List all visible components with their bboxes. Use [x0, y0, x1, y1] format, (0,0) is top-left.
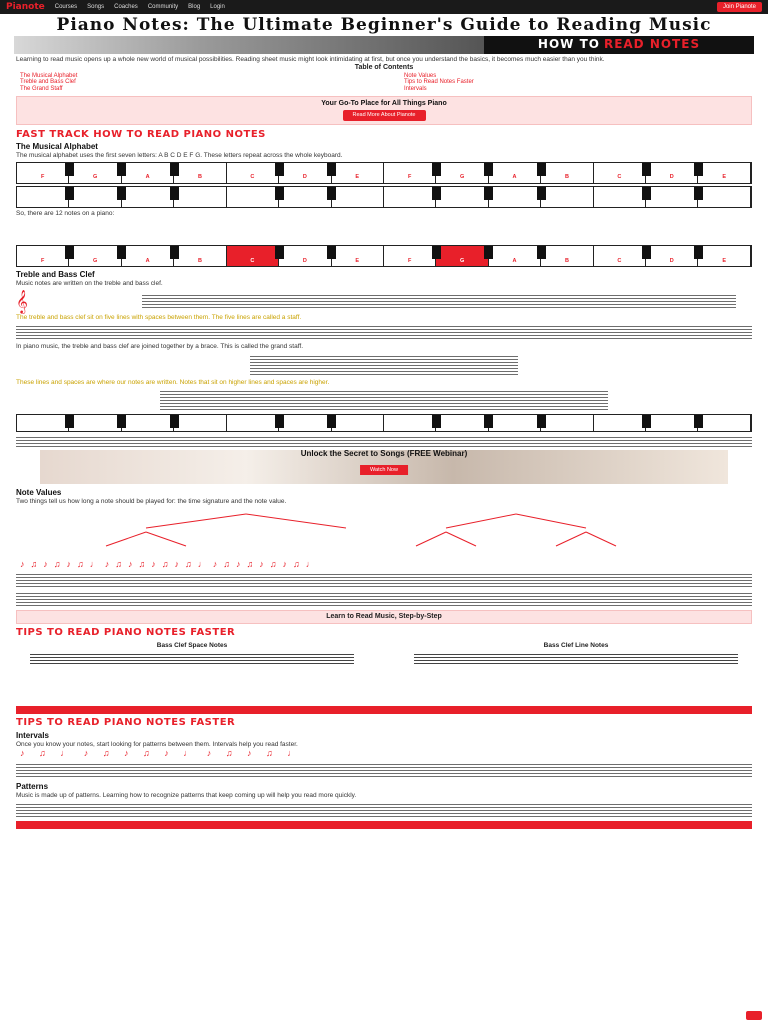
subheading: The Musical Alphabet — [16, 142, 98, 152]
white-key: G — [69, 163, 121, 183]
nav-item[interactable]: Songs — [87, 3, 105, 10]
black-key — [484, 415, 493, 428]
staff-lines — [16, 802, 752, 818]
white-key — [436, 415, 488, 431]
white-key — [17, 187, 69, 207]
white-key — [384, 415, 436, 431]
main-nav — [55, 4, 707, 11]
paragraph: Music notes are written on the treble and bass clef. — [16, 280, 163, 288]
toc-title: Table of Contents — [354, 64, 414, 72]
nav-item[interactable]: Login — [210, 3, 225, 10]
subheading: Intervals — [16, 730, 49, 740]
black-key — [432, 246, 441, 259]
staff-lines — [16, 591, 752, 607]
piano-photo — [14, 36, 484, 54]
paragraph: Two things tell us how long a note should be played for: the time signature and the note value. — [16, 498, 287, 506]
black-key — [484, 246, 493, 259]
black-key — [537, 163, 546, 176]
black-key — [694, 246, 703, 259]
white-key: B — [541, 246, 593, 266]
black-key — [275, 163, 284, 176]
keyboard-diagram-sharps — [16, 186, 752, 208]
webinar-button[interactable]: Watch Now — [360, 465, 408, 475]
black-key — [65, 163, 74, 176]
black-key — [537, 415, 546, 428]
white-key — [17, 415, 69, 431]
webinar-title: Unlock the Secret to Songs (FREE Webinar) — [300, 449, 468, 459]
top-navigation-bar — [0, 0, 768, 14]
table-of-contents — [0, 73, 768, 94]
black-key — [484, 163, 493, 176]
white-key — [541, 415, 593, 431]
toc-link[interactable]: The Musical Alphabet — [20, 72, 78, 79]
subheading: Patterns — [16, 781, 49, 791]
white-key — [646, 187, 698, 207]
subheading: Treble and Bass Clef — [16, 270, 95, 280]
clef-caption: Bass Clef Line Notes — [543, 641, 609, 649]
white-key: B — [174, 163, 226, 183]
promo-box — [16, 610, 752, 624]
white-key — [698, 415, 750, 431]
article-title: Piano Notes: The Ultimate Beginner's Guide to Reading Music — [56, 15, 712, 35]
staff-lines — [30, 652, 354, 664]
white-key — [698, 187, 750, 207]
black-key — [537, 246, 546, 259]
clef-illustration — [16, 290, 752, 312]
white-key: D — [646, 163, 698, 183]
black-key — [275, 415, 284, 428]
black-key — [327, 415, 336, 428]
join-button[interactable]: Join Pianote — [717, 2, 762, 13]
highlight-text: These lines and spaces are where our notes are written. Notes that sit on higher lines and spaces are higher. — [16, 378, 330, 386]
section-heading: TIPS TO READ PIANO NOTES FASTER — [16, 717, 236, 729]
white-key — [122, 187, 174, 207]
white-key: E — [332, 246, 384, 266]
treble-clef-icon: 𝄞 — [16, 288, 28, 313]
black-key — [484, 187, 493, 200]
white-key: B — [541, 163, 593, 183]
white-key — [174, 187, 226, 207]
white-key — [227, 415, 279, 431]
paragraph: Once you know your notes, start looking for patterns between them. Intervals help you read faster. — [16, 740, 298, 748]
note-row: ♪♫♪♫♪♫♩♪♫♪♫♪♫♪♫♩♪♫♪♫♪♫♪♫♩ — [20, 558, 321, 569]
white-key: G — [69, 246, 121, 266]
white-key: G — [436, 163, 488, 183]
white-key — [332, 415, 384, 431]
white-key: C — [227, 163, 279, 183]
promo-strip — [16, 821, 752, 829]
toc-link[interactable]: Intervals — [404, 86, 427, 93]
white-key — [384, 187, 436, 207]
white-key — [594, 415, 646, 431]
white-key: G — [436, 246, 488, 266]
white-key — [69, 187, 121, 207]
white-key: F — [17, 163, 69, 183]
black-key — [327, 163, 336, 176]
subheading: Note Values — [16, 488, 62, 498]
paragraph: In piano music, the treble and bass clef are joined together by a brace. This is called the grand staff. — [16, 343, 304, 351]
nav-item[interactable]: Community — [147, 3, 179, 10]
clef-examples — [0, 642, 768, 664]
white-key: D — [279, 246, 331, 266]
white-key — [489, 187, 541, 207]
black-key — [65, 246, 74, 259]
toc-link[interactable]: The Grand Staff — [20, 86, 63, 93]
grand-staff — [250, 354, 518, 376]
paragraph: So, there are 12 notes on a piano: — [16, 209, 115, 217]
section-heading: TIPS TO READ PIANO NOTES FASTER — [16, 627, 236, 639]
white-key: E — [698, 246, 750, 266]
black-key — [65, 187, 74, 200]
black-key — [170, 187, 179, 200]
black-key — [642, 163, 651, 176]
white-key: F — [384, 246, 436, 266]
black-key — [117, 246, 126, 259]
white-key: C — [594, 246, 646, 266]
black-key — [327, 187, 336, 200]
staff-lines — [16, 762, 752, 778]
highlight-text: The treble and bass clef sit on five lines with spaces between them. The five lines are called a staff. — [16, 313, 302, 321]
promo-title: Learn to Read Music, Step-by-Step — [326, 613, 442, 621]
black-key — [117, 163, 126, 176]
black-key — [117, 187, 126, 200]
black-key — [65, 415, 74, 428]
white-key — [594, 187, 646, 207]
chat-button[interactable] — [746, 1011, 762, 1020]
white-key — [436, 187, 488, 207]
nav-item[interactable]: Blog — [188, 3, 201, 10]
clef-caption: Bass Clef Space Notes — [156, 641, 228, 649]
nav-item[interactable]: Coaches — [114, 3, 138, 10]
staff-lines — [16, 435, 752, 447]
intro-paragraph: Learning to read music opens up a whole new world of musical possibilities. Reading sheet music might look intimidating at first, but once you understand the basics, it becomes much easier than you think. — [16, 56, 605, 63]
banner-title: Your Go-To Place for All Things Piano — [321, 100, 447, 108]
white-key — [279, 187, 331, 207]
black-key — [432, 415, 441, 428]
keyboard-diagram-staff — [16, 414, 752, 432]
hero-heading: HOW TO READ NOTES — [484, 36, 754, 54]
toc-link[interactable]: Treble and Bass Clef — [20, 79, 76, 86]
toc-link[interactable]: Note Values — [404, 72, 437, 79]
paragraph: The musical alphabet uses the first seven letters: A B C D E F G. These letters repeat across the whole keyboard. — [16, 152, 343, 160]
white-key: A — [122, 163, 174, 183]
white-key: F — [17, 246, 69, 266]
black-key — [694, 187, 703, 200]
keyboard-diagram — [16, 162, 752, 184]
black-key — [432, 163, 441, 176]
white-key: A — [489, 246, 541, 266]
white-key: E — [332, 163, 384, 183]
black-key — [275, 246, 284, 259]
black-key — [642, 415, 651, 428]
note-list — [0, 217, 768, 243]
grand-staff-keyboard — [160, 389, 608, 411]
white-key: D — [646, 246, 698, 266]
black-key — [642, 187, 651, 200]
staff-lines — [16, 324, 752, 340]
staff-lines — [142, 293, 736, 309]
black-key — [642, 246, 651, 259]
banner-button[interactable]: Read More About Pianote — [343, 110, 426, 120]
black-key — [432, 187, 441, 200]
black-key — [117, 415, 126, 428]
note-row: ♪ ♫ ♩ ♪ ♫ ♪ ♫ ♪ ♩ ♪ ♫ ♪ ♫ ♩ — [20, 748, 303, 759]
webinar-banner — [40, 450, 728, 484]
black-key — [694, 415, 703, 428]
white-key — [227, 187, 279, 207]
white-key: A — [489, 163, 541, 183]
white-key — [332, 187, 384, 207]
note-value-tree — [16, 508, 752, 554]
black-key — [537, 187, 546, 200]
hero-image — [14, 36, 754, 54]
white-key — [174, 415, 226, 431]
white-key: B — [174, 246, 226, 266]
white-key — [646, 415, 698, 431]
black-key — [327, 246, 336, 259]
section-heading: FAST TRACK HOW TO READ PIANO NOTES — [16, 128, 266, 140]
clef-example-right — [414, 642, 738, 664]
white-key — [541, 187, 593, 207]
clef-example-left — [30, 642, 354, 664]
white-key: A — [122, 246, 174, 266]
promo-banner — [16, 96, 752, 124]
white-key — [279, 415, 331, 431]
paragraph: Music is made up of patterns. Learning how to recognize patterns that keep coming up will help you read more quickly. — [16, 791, 357, 799]
nav-item[interactable]: Courses — [54, 3, 78, 10]
white-key: F — [384, 163, 436, 183]
staff-lines — [16, 572, 752, 588]
white-key: E — [698, 163, 750, 183]
white-key — [489, 415, 541, 431]
site-logo[interactable]: Pianote — [6, 1, 45, 12]
white-key: C — [227, 246, 279, 266]
black-key — [170, 246, 179, 259]
black-key — [275, 187, 284, 200]
spacer — [0, 664, 768, 704]
promo-strip — [16, 706, 752, 714]
staff-lines — [414, 652, 738, 664]
black-key — [170, 415, 179, 428]
black-key — [694, 163, 703, 176]
white-key: C — [594, 163, 646, 183]
toc-link[interactable]: Tips to Read Notes Faster — [404, 79, 474, 86]
keyboard-diagram-highlighted — [16, 245, 752, 267]
black-key — [170, 163, 179, 176]
white-key — [122, 415, 174, 431]
white-key — [69, 415, 121, 431]
white-key: D — [279, 163, 331, 183]
